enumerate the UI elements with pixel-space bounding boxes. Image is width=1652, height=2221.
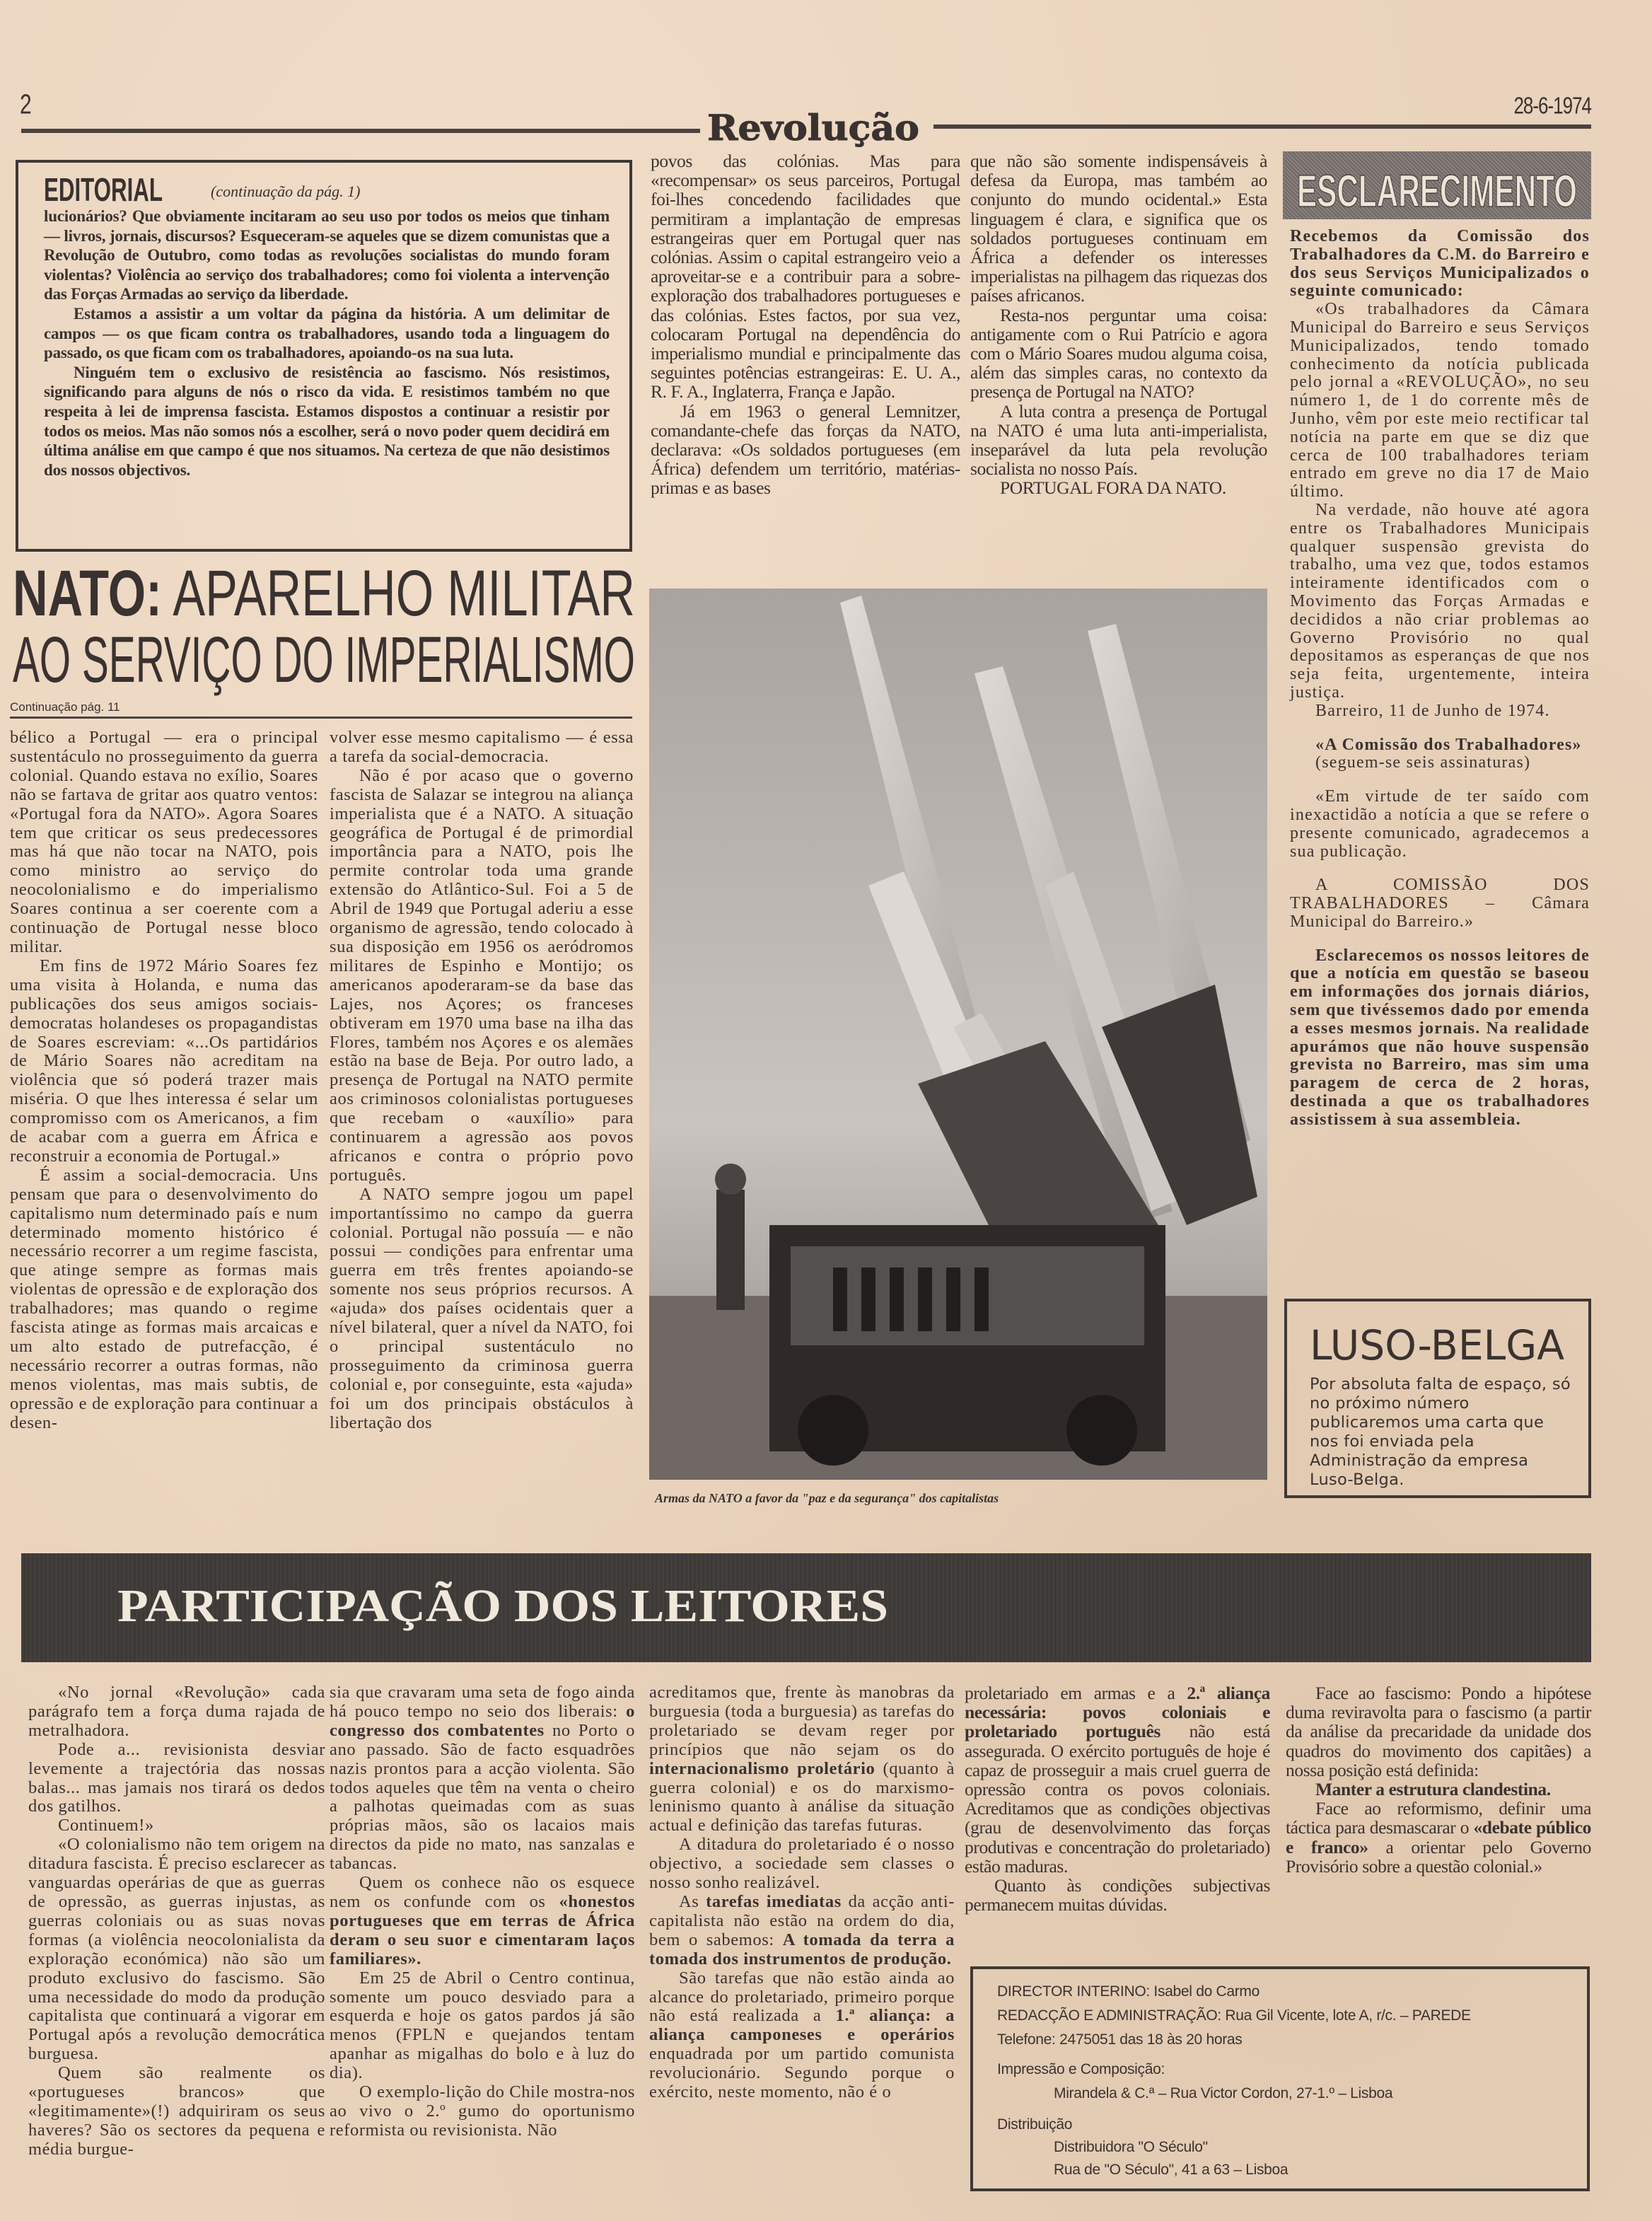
nato-column-1 [10, 729, 318, 1529]
text-run: São tarefas que não estão ainda ao alcance do proletariado, primeiro porque não está realizada a [649, 1968, 955, 2026]
text-run: proletariado em armas e a [965, 1683, 1187, 1703]
nato-column-3 [651, 151, 960, 583]
paragraph: Resta-nos perguntar uma coisa: antigamente com o Rui Patrício e agora com o Mário Soares mudou alguma coisa, além das simples caras, no contexto da presença de Portugal na NATO? [970, 304, 1267, 402]
text-run: (quanto à guerra colonial) e os do marxismo-leninismo quanto à análise da situação actual e definição das tarefas futuras. [649, 1758, 955, 1836]
masthead-distribuidora-address: Rua de "O Século", 41 a 63 – Lisboa [1054, 2162, 1289, 2178]
text-run: As [679, 1891, 706, 1911]
paragraph: Quem são realmente os «portugueses brancos» que «legitimamente»(!) adquiriram os seus haveres? São os sectores da pequena e média burgue- [28, 2063, 325, 2159]
paragraph: PORTUGAL FORA DA NATO. [1000, 477, 1226, 499]
paragraph: Em fins de 1972 Mário Soares fez uma visita à Holanda, e numa das publicações dos seus amigos sociais-democratas holandeses os propagandistas de Soares escreviam: «...Os partidários de Mário Soares não acreditam na violência que só poderá trazer mais miséria. O que lhes interessa é selar um compromisso com os Americanos, a fim de acabar com a guerra em África e reconstruir a economia de Portugal.» [10, 956, 318, 1166]
paragraph [1290, 736, 1590, 755]
text-run: sia que cravaram uma seta de fogo ainda há pouco tempo no seio dos liberais: [330, 1683, 635, 1721]
masthead-distribuicao-label: Distribuição [997, 2116, 1073, 2133]
text-run: Quem os conhece não os esquece nem os confunde com os [330, 1873, 635, 1911]
readers-column-4 [965, 1683, 1270, 1959]
paragraph [649, 1683, 955, 1836]
text-run: acreditamos que, frente às manobras da burguesia (toda a burguesia) as tarefas do proletariado se devam reger por princípios que não sejam os do [649, 1683, 955, 1759]
luso-belga-title [1310, 1320, 1571, 1369]
paragraph: A ditadura do proletariado é o nosso objectivo, a sociedade sem classes o nosso sonho realizável. [649, 1835, 955, 1893]
nato-continuation-note: Continuação pág. 11 [10, 700, 120, 714]
nato-column-2 [330, 729, 634, 1529]
luso-belga-text: Por absoluta falta de espaço, só no próximo número publicaremos uma carta que nos foi enviada pela Administração da empresa Luso-Belga. [1310, 1375, 1571, 1489]
paragraph [649, 1969, 955, 2102]
bold-text-run: «A Comissão dos Trabalhadores» [1315, 735, 1582, 754]
paragraph [330, 1874, 635, 1969]
photo-caption: Armas da NATO a favor da "paz e da segurança" dos capitalistas [655, 1491, 999, 1505]
nato-headline-nato: NATO: [13, 557, 213, 630]
esclarecimento-title-bar [1283, 151, 1591, 219]
esclarecimento-title [1283, 151, 1591, 219]
paragraph [649, 1893, 955, 1969]
bold-text-run: «debate público e franco» [1286, 1817, 1591, 1857]
newspaper-title-text: Revolução [707, 107, 919, 149]
esclarecimento-body [1290, 228, 1590, 1275]
paragraph: A NATO sempre jogou um papel importantíssimo no campo da guerra colonial. Portugal não possuía — e não possui — condições para enfrentar uma guerra em três frentes apoiando-se somente nos seus próprios recursos. A «ajuda» dos países ocidentais quer a nível bilateral, quer a nível da NATO, foi o principal sustentáculo no prosseguimento da criminosa guerra colonial e, por conseguinte, esta «ajuda» foi um dos principais obstáculos à libertação dos [330, 1184, 634, 1432]
bold-text-run: Manter a estrutura clandestina. [1315, 1779, 1551, 1800]
paragraph: Já em 1963 o general Lemnitzer, comandante-chefe das forças da NATO, declarava: «Os soldados portugueses (em África) defendem um território, matérias-primas e as bases [651, 400, 960, 499]
paragraph: A luta contra a presença de Portugal na NATO é uma luta anti-imperialista, inseparável da luta pela revolução socialista no nosso País. [970, 400, 1267, 480]
missile-launcher-image [649, 588, 1267, 1480]
luso-belga-title-text: LUSO-BELGA [1310, 1321, 1565, 1369]
paragraph: A COMISSÃO DOS TRABALHADORES – Câmara Municipal do Barreiro.» [1290, 876, 1590, 931]
bold-text-run: tarefas imediatas [706, 1891, 842, 1911]
masthead-redaccao: REDACÇÃO E ADMINISTRAÇÃO: Rua Gil Vicente, lote A, r/c. – PAREDE [997, 2007, 1471, 2024]
editorial-body [44, 207, 610, 546]
paragraph: povos das colónias. Mas para «recompensar» os seus parceiros, Portugal foi-lhes concedendo facilidades que permitiram a implantação de empresas estrangeiras quer em Portugal quer nas colónias. Assim o capital estrangeiro veio a aproveitar-se e a contribuir para a sobre-exploração dos trabalhadores portugueses e das colónias. Estes factos, por sua vez, colocaram Portugal na dependência do imperialismo mundial e principalmente das seguintes potências estrangeiras: E. U. A., R. F. A., Inglaterra, França e Japão. [651, 151, 960, 402]
nato-headline [10, 555, 793, 699]
paragraph: lucionários? Que obviamente incitaram ao seu uso por todos os meios que tinham — livros, jornais, discursos? Esqueceram-se aqueles que se dizem comunistas que a Revolução de Outubro, como todas as revoluções socialistas do mundo foram violentas? Violência ao serviço dos trabalhadores; como foi violenta a intervenção das Forças Armadas ao serviço da liberdade. [44, 207, 610, 303]
text-run: da acção anti-capitalista não estão na ordem do dia, bem o sabemos: [649, 1891, 955, 1949]
readers-column-2 [330, 1683, 635, 2200]
bold-text-run: Esclarecemos os nossos leitores de que a notícia em questão se baseou em informações dos jornais diários, sem que tivéssemos dado por emenda a esses mesmos jornais. Na realidade apurámos que não houve suspensão grevista no Barreiro, mas sim uma paragem de cerca de 2 horas, destinada a que os trabalhadores assistissem à sua assembleia. [1290, 946, 1590, 1129]
paragraph: (seguem-se seis assinaturas) [1315, 753, 1531, 772]
paragraph: Quanto às condições subjectivas permanecem muitas dúvidas. [965, 1875, 1270, 1915]
paragraph: Ninguém tem o exclusivo de resistência ao fascismo. Nós resistimos, significando para alguns de nós o risco da vida. E resistimos também no que respeita à lei de imprensa fascista. Estamos dispostos a continuar a resistir por todos os meios. Mas não somos nós a escolher, será o novo poder quem decidirá em última análise em que campo é que nos situamos. Na certeza de que não desistimos dos nossos objectivos. [44, 363, 610, 479]
readers-column-3 [649, 1683, 955, 2200]
masthead-telefone: Telefone: 2475051 das 18 às 20 horas [997, 2031, 1243, 2048]
readers-title [21, 1553, 1591, 1662]
paragraph [330, 1683, 635, 1874]
bold-text-run: 1.ª aliança: a aliança camponeses e operários [649, 2006, 955, 2045]
text-run: no Porto o ano passado. São de facto esquadrões nazis prontos para a acção violenta. São todos aqueles que têm na venta o cheiro a palhotas queimadas com as suas próprias mãos, são os lacaios mais directos da pide no mato, nas sanzalas e tabancas. [330, 1720, 635, 1874]
readers-banner [21, 1553, 1591, 1662]
text-run: a orientar pelo Governo Provisório sobre a questão colonial.» [1286, 1836, 1591, 1877]
nato-missile-photo [649, 588, 1267, 1480]
masthead-director: DIRECTOR INTERINO: Isabel do Carmo [997, 1983, 1260, 2000]
newspaper-title [707, 105, 926, 147]
paragraph: Barreiro, 11 de Junho de 1974. [1315, 701, 1550, 720]
text-run: Face ao reformismo, definir uma táctica para desmascarar o [1286, 1798, 1591, 1838]
paragraph [1286, 1799, 1591, 1876]
nato-headline-aparelho: APARELHO MILITAR [173, 557, 793, 630]
page-number: 2 [20, 89, 32, 120]
paragraph [1290, 228, 1590, 301]
bold-text-run: A tomada da terra a tomada dos instrumentos de produção. [649, 1930, 955, 1968]
paragraph: Não é por acaso que o governo fascista de Salazar se integrou na aliança imperialista que é a NATO. A situação geográfica de Portugal é de primordial importância para a NATO, pois lhe permite controlar toda uma grande extensão do Atlântico-Sul. Foi a 5 de Abril de 1949 que Portugal aderiu a esse organismo de agressão, tendo colocado à sua disposição em 1956 os aeródromos militares de Espinho e Montijo; os americanos apoderaram-se da base das Lajes, nos Açores; os franceses obtiveram em 1970 uma base na ilha das Flores, também nos Açores e os alemães estão na base de Beja. Por outro lado, a presença de Portugal na NATO permite aos criminosos colonialistas portugueses que recebam o «auxílio» para continuarem a agressão aos povos africanos e contra o próprio povo português. [330, 765, 634, 1185]
header-rule-right [933, 124, 1591, 129]
nato-headline-rule [10, 717, 632, 719]
bold-text-run: o congresso dos combatentes [330, 1701, 635, 1740]
paragraph: volver esse mesmo capitalismo — é essa a tarefa da social-democracia. [330, 728, 634, 766]
nato-headline-line1 [13, 557, 793, 630]
paragraph [1286, 1780, 1591, 1799]
masthead-distribuidora: Distribuidora "O Século" [1054, 2139, 1208, 2155]
paragraph [965, 1683, 1270, 1876]
paragraph: O exemplo-lição do Chile mostra-nos ao vivo o 2.º gumo do oportunismo reformista ou revisionista. Não [330, 2082, 635, 2140]
header-rule-left [21, 129, 700, 133]
bold-text-run: Recebemos da Comissão dos Trabalhadores da C.M. do Barreiro e dos seus Serviços Municipalizados o seguinte comunicado: [1290, 227, 1590, 301]
paragraph: Estamos a assistir a um voltar da página da história. A um delimitar de campos — os que ficam contra os trabalhadores, usando toda a linguagem do passado, os que ficam com os trabalhadores, apoiando-os na sua luta. [44, 304, 610, 362]
paragraph: Em 25 de Abril o Centro continua, somente um pouco desviado para a esquerda e hoje os gatos pardos já são menos (FPLN e quejandos tentam apanhar as migalhas do bolo e à luz do dia). [330, 1968, 635, 2083]
paragraph: É assim a social-democracia. Uns pensam que para o desenvolvimento do capitalismo num determinado país e num determinado momento histórico é necessário recorrer a um regime fascista, que atinge sempre as formas mais violentas de opressão e de exploração dos trabalhadores; mas quando o regime fascista atinge as formas mais arcaicas e um alto estado de putrefacção, é necessário recorrer a outras formas, não menos violentas, mas mais subtis, de opressão e de exploração para continuar a desen- [10, 1165, 318, 1432]
bold-text-run: «honestos portugueses que em terras de África deram o seu suor e cimentaram laços familiares». [330, 1891, 635, 1968]
readers-column-1 [28, 1683, 325, 2200]
paragraph: Face ao fascismo: Pondo a hipótese duma reviravolta para o fascismo (a partir da análise da precaridade da unidade dos quadros do movimento dos capitães) a nossa posição está definida: [1286, 1683, 1591, 1780]
paragraph: «Os trabalhadores da Câmara Municipal do Barreiro e seus Serviços Municipalizados, tendo tomado conhecimento da notícia publicada pelo jornal a «REVOLUÇÃO», no seu número 1, de 1 do corrente mês de Junho, vêm por este meio rectificar tal notícia na parte em que se diz que cerca de 100 trabalhadores teriam entrado em greve no dia 17 de Maio último. [1290, 300, 1590, 501]
paragraph: «O colonialismo não tem origem na ditadura fascista. É preciso esclarecer as vanguardas operárias de que as guerras de opressão, as guerras injustas, as guerras coloniais ou as suas novas formas (a violência neocolonialista da exploração económica) não são um produto exclusivo do fascismo. São uma necessidade do modo da produção capitalista que continuará a vigorar em Portugal após a revolução democrática burguesa. [28, 1835, 325, 2064]
paragraph: Na verdade, não houve até agora entre os Trabalhadores Municipais qualquer suspensão grevista do trabalho, uma vez que, todos estamos inteiramente identificados com o Movimento das Forças Armadas e decididos a não criar problemas ao Governo Provisório no qual depositamos as esperanças de que nos seja feita, urgentemente, inteira justiça. [1290, 500, 1590, 702]
esclarecimento-title-text: ESCLARECIMENTO [1297, 166, 1577, 216]
issue-date: 28-6-1974 [1513, 91, 1591, 120]
editorial-title [44, 168, 171, 208]
readers-column-5 [1286, 1683, 1591, 1959]
text-run: não está assegurada. O exército português de hoje é capaz de prosseguir a mais cruel guerra de opressão contra os povos coloniais. Acreditamos que as condições objectivas (grau de desenvolvimento das forças produtivas e concentração do proletariado) estão maduras. [965, 1721, 1270, 1877]
masthead-impressao-label: Impressão e Composição: [997, 2061, 1165, 2077]
bold-text-run: internacionalismo proletário [649, 1758, 876, 1778]
nato-headline-line2: AO SERVIÇO DO IMPERIALISMO [13, 624, 636, 696]
paragraph: «Em virtude de ter saído com inexactidão a notícia a que se refere o presente comunicado, agradecemos a sua publicação. [1290, 787, 1590, 861]
readers-title-text: PARTICIPAÇÃO DOS LEITORES [117, 1580, 888, 1632]
nato-column-4 [970, 151, 1267, 583]
editorial-subtitle: (continuação da pág. 1) [211, 182, 361, 200]
masthead-impressao: Mirandela & C.ª – Rua Victor Cordon, 27-1.º – Lisboa [1054, 2085, 1393, 2101]
editorial-title-text: EDITORIAL [44, 171, 163, 208]
paragraph: bélico a Portugal — era o principal sustentáculo no prosseguimento da guerra colonial. Quando estava no exílio, Soares não se fartava de gritar aos quatro ventos: «Portugal fora da NATO». Agora Soares tem que criticar os seus predecessores mas há que não tocar na NATO, pois como ministro ao serviço do neocolonialismo e do imperialismo Soares continua a ser coerente com a continuação de Portugal nesse bloco militar. [10, 728, 318, 956]
paragraph: «No jornal «Revolução» cada parágrafo tem a força duma rajada de metralhadora. [28, 1683, 325, 1740]
text-run: enquadrada por um partido comunista revolucionário. Segundo porque o exército, neste momento, não é o [649, 2044, 955, 2102]
paragraph [1290, 947, 1590, 1130]
paragraph: Continuem!» [58, 1816, 154, 1836]
paragraph: que não são somente indispensáveis à defesa da Europa, mas também ao conjunto do mundo ocidental.» Esta linguagem é clara, e significa que os soldados portugueses continuam em África a defender os interesses imperialistas na pilhagem das riquezas dos países africanos. [970, 151, 1267, 306]
bold-text-run: 2.ª aliança necessária: povos coloniais e proletariado português [965, 1683, 1271, 1742]
paragraph: Pode a... revisionista desviar levemente a trajectória das nossas balas... mas jamais nos tirará os dedos dos gatilhos. [28, 1739, 325, 1816]
